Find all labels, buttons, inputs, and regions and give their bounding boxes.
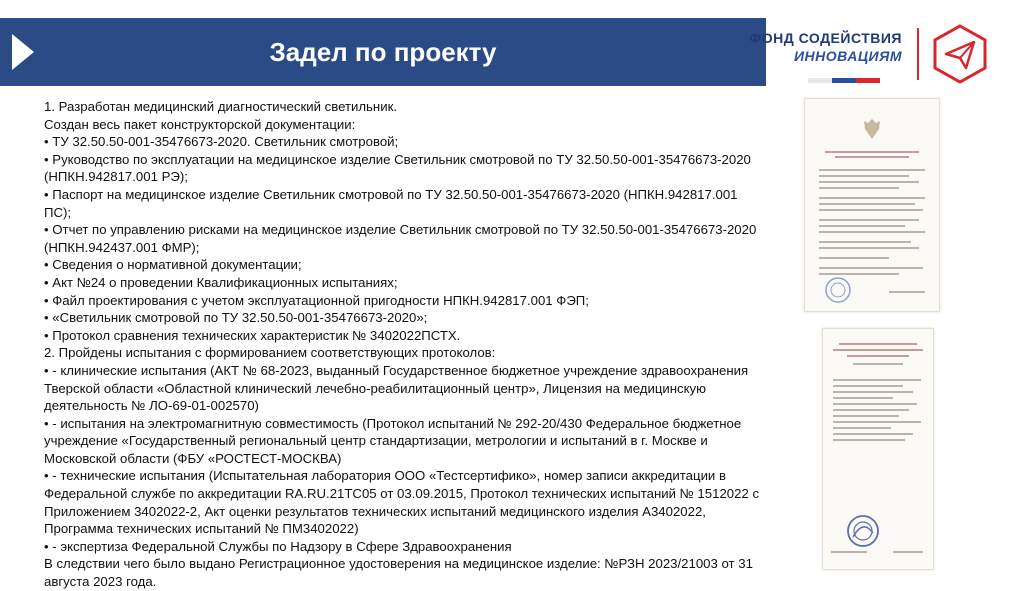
header-bar <box>0 18 766 86</box>
text-line: • - экспертиза Федеральной Службы по Надзору в Сфере Здравоохранения <box>44 538 512 554</box>
text-line: В следствии чего было выдано Регистрационное удостоверения на медицинское изделие: №РЗН 2023/21003 от 31 августа 2023 года. <box>44 556 753 590</box>
text-line: 2. Пройдены испытания с формированием соответствующих протоколов: <box>44 345 496 361</box>
paper-plane-icon <box>930 24 990 84</box>
certificate-appendix-image <box>822 328 934 570</box>
main-text <box>44 98 766 591</box>
stamp-icon <box>845 513 881 549</box>
text-line: • Акт №24 о проведении Квалификационных испытаниях; <box>44 274 398 290</box>
page-title: Задел по проекту <box>269 37 497 67</box>
text-line: Создан весь пакет конструкторской документации: <box>44 116 356 132</box>
stamp-icon <box>823 275 853 305</box>
text-line: • ТУ 32.50.50-001-35476673-2020. Светильник смотровой; <box>44 134 399 150</box>
text-line: • Паспорт на медицинское изделие Светильник смотровой по ТУ 32.50.50-001-35476673-2020 (НПКН.942817.001 ПС); <box>44 186 738 220</box>
text-line: • «Светильник смотровой по ТУ 32.50.50-001-35476673-2020»; <box>44 310 428 326</box>
logo-divider <box>917 28 919 80</box>
text-line: • - технические испытания (Испытательная лаборатория ООО «Тестсертифико», номер записи аккредитации в Федеральной службе по аккредитации RA.RU.21TC05 от 03.09.2015, Протокол технических испытаний № 1512022 с Приложением 3402022-2, Акт оценки результатов технических испытаний медицинского изделия А3402022, Программа технических испытаний № ПМ3402022) <box>44 468 760 537</box>
flag-stripe <box>808 70 880 75</box>
text-line: • - клинические испытания (АКТ № 68-2023, выданный Государственное бюджетное учреждение здравоохранения Тверской области «Областной клинический лечебно-реабилитационный центр», Лицензия на медицинскую деятельность № ЛО-69-01-002570) <box>44 362 749 414</box>
logo-line2: ИННОВАЦИЯМ <box>793 48 902 64</box>
text-line: 1. Разработан медицинский диагностический светильник. <box>44 99 398 114</box>
text-line: • Отчет по управлению рисками на медицинское изделие Светильник смотровой по ТУ 32.50.50-001-35476673-2020 (НПКН.942437.001 ФМР); <box>44 222 757 255</box>
text-line: • Файл проектирования с учетом эксплуатационной пригодности НПКН.942817.001 ФЭП; <box>44 292 589 308</box>
text-line: • - испытания на электромагнитную совместимость (Протокол испытаний № 292-20/430 Федеральное бюджетное учреждение «Государственный региональный центр стандартизации, метрологии и испытаний в г. Москве и Московской области (ФБУ «РОСТЕСТ-МОСКВА) <box>44 415 742 466</box>
coat-of-arms-icon <box>861 117 883 141</box>
registration-certificate-image <box>804 98 940 312</box>
fund-logo <box>749 20 1014 86</box>
text-line: • Сведения о нормативной документации; <box>44 257 302 273</box>
text-line: • Руководство по эксплуатации на медицинское изделие Светильник смотровой по ТУ 32.50.50-001-35476673-2020 (НПКН.942817.001 РЭ); <box>44 151 751 185</box>
text-line: • Протокол сравнения технических характеристик № 3402022ПСТХ. <box>44 327 461 343</box>
logo-line1: ФОНД СОДЕЙСТВИЯ <box>749 30 902 46</box>
